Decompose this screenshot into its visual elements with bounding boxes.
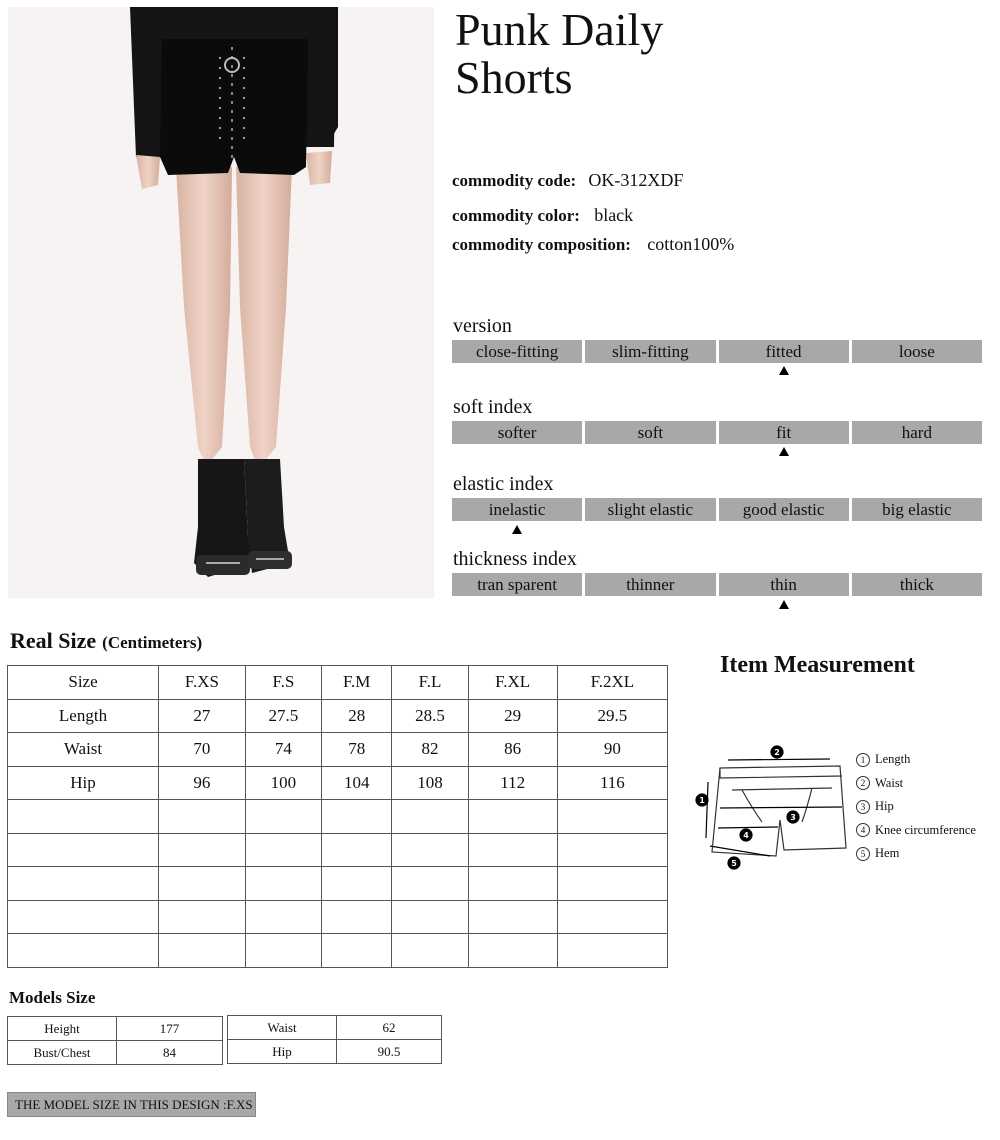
empty-cell — [392, 867, 468, 901]
table-cell: 100 — [245, 766, 321, 800]
model-measure-value: 177 — [117, 1017, 223, 1041]
table-cell: 70 — [159, 733, 246, 767]
measurement-name: Length — [8, 699, 159, 733]
measurement-name: Hip — [8, 766, 159, 800]
version-scale — [452, 340, 982, 363]
legend-number: 4 — [856, 823, 870, 837]
commodity-code — [452, 170, 683, 191]
legend-item — [856, 748, 976, 772]
product-photo — [8, 7, 434, 598]
empty-cell — [245, 800, 321, 834]
empty-cell — [468, 934, 557, 968]
legend-number: 2 — [856, 776, 870, 790]
table-row — [8, 699, 668, 733]
empty-cell — [159, 867, 246, 901]
empty-cell — [8, 867, 159, 901]
model-size-note: THE MODEL SIZE IN THIS DESIGN :F.XS — [7, 1092, 256, 1117]
size-header-cell: F.S — [245, 666, 321, 700]
table-row — [8, 733, 668, 767]
legend-label: Hem — [875, 846, 900, 861]
empty-cell — [321, 900, 391, 934]
commodity-color-label: commodity color: — [452, 206, 580, 225]
table-cell: 27.5 — [245, 699, 321, 733]
item-measurement-title: Item Measurement — [720, 652, 915, 678]
empty-cell — [159, 934, 246, 968]
version-option: loose — [852, 340, 982, 363]
empty-cell — [321, 867, 391, 901]
empty-cell — [159, 800, 246, 834]
empty-row — [8, 800, 668, 834]
commodity-code-value: OK-312XDF — [588, 170, 684, 190]
empty-cell — [468, 833, 557, 867]
soft-index-scale — [452, 421, 982, 444]
empty-row — [8, 934, 668, 968]
thickness-index-option: thick — [852, 573, 982, 596]
commodity-composition-value: cotton100% — [647, 234, 735, 254]
legend-label: Waist — [875, 775, 904, 790]
svg-text:1: 1 — [699, 796, 705, 805]
legend-item — [856, 772, 976, 796]
empty-cell — [245, 833, 321, 867]
empty-cell — [468, 800, 557, 834]
empty-cell — [321, 833, 391, 867]
table-row — [8, 1041, 223, 1065]
empty-cell — [8, 900, 159, 934]
empty-cell — [245, 867, 321, 901]
table-cell: 90 — [557, 733, 667, 767]
real-size-unit: (Centimeters) — [102, 633, 203, 652]
models-size-title: Models Size — [9, 988, 96, 1007]
table-cell: 96 — [159, 766, 246, 800]
empty-row — [8, 867, 668, 901]
table-row — [228, 1040, 442, 1064]
shorts-measurement-diagram — [692, 738, 852, 873]
legend-number: 1 — [856, 753, 870, 767]
table-cell: 28.5 — [392, 699, 468, 733]
legend-number: 3 — [856, 800, 870, 814]
commodity-composition — [452, 234, 734, 255]
real-size-heading — [10, 628, 202, 654]
empty-cell — [557, 800, 667, 834]
elastic-index-label: elastic index — [453, 473, 554, 495]
thickness-index-selected-marker — [779, 600, 789, 609]
empty-cell — [468, 900, 557, 934]
model-measure-value: 90.5 — [337, 1040, 442, 1064]
empty-cell — [392, 833, 468, 867]
version-option: slim-fitting — [585, 340, 715, 363]
svg-text:2: 2 — [774, 748, 780, 757]
elastic-index-selected-marker — [512, 525, 522, 534]
empty-cell — [557, 900, 667, 934]
size-header-cell: Size — [8, 666, 159, 700]
size-table-header-row — [8, 666, 668, 700]
model-measure-value: 84 — [117, 1041, 223, 1065]
thickness-index-scale — [452, 573, 982, 596]
size-header-cell: F.XS — [159, 666, 246, 700]
table-cell: 108 — [392, 766, 468, 800]
table-cell: 28 — [321, 699, 391, 733]
models-size-table-right — [227, 1015, 442, 1064]
thickness-index-option: thinner — [585, 573, 715, 596]
empty-cell — [8, 934, 159, 968]
empty-cell — [321, 934, 391, 968]
elastic-index-option: good elastic — [719, 498, 849, 521]
empty-cell — [557, 934, 667, 968]
table-cell: 116 — [557, 766, 667, 800]
svg-text:4: 4 — [743, 831, 749, 840]
svg-text:3: 3 — [790, 813, 796, 822]
soft-index-option: soft — [585, 421, 715, 444]
legend-item — [856, 795, 976, 819]
soft-index-label: soft index — [453, 396, 533, 418]
soft-index-option: fit — [719, 421, 849, 444]
legend-item — [856, 842, 976, 866]
table-cell: 86 — [468, 733, 557, 767]
table-cell: 74 — [245, 733, 321, 767]
model-measure-value: 62 — [337, 1016, 442, 1040]
svg-text:5: 5 — [731, 859, 737, 868]
empty-cell — [321, 800, 391, 834]
table-cell: 104 — [321, 766, 391, 800]
empty-cell — [468, 867, 557, 901]
version-option: fitted — [719, 340, 849, 363]
legend-label: Hip — [875, 799, 894, 814]
commodity-code-label: commodity code: — [452, 171, 577, 190]
elastic-index-option: big elastic — [852, 498, 982, 521]
legend-label: Length — [875, 752, 911, 767]
commodity-color-value: black — [594, 205, 634, 225]
empty-cell — [392, 900, 468, 934]
empty-row — [8, 833, 668, 867]
model-measure-label: Bust/Chest — [8, 1041, 117, 1065]
table-cell: 29 — [468, 699, 557, 733]
empty-cell — [392, 934, 468, 968]
version-label: version — [453, 315, 512, 337]
thickness-index-label: thickness index — [453, 548, 577, 570]
legend-label: Knee circumference — [875, 822, 976, 837]
thickness-index-option: thin — [719, 573, 849, 596]
elastic-index-option: slight elastic — [585, 498, 715, 521]
measurement-name: Waist — [8, 733, 159, 767]
size-header-cell: F.L — [392, 666, 468, 700]
table-row — [8, 766, 668, 800]
product-title: Punk Daily Shorts — [455, 4, 664, 103]
empty-cell — [245, 934, 321, 968]
table-cell: 112 — [468, 766, 557, 800]
size-table — [7, 665, 668, 968]
models-size-table-left — [7, 1016, 223, 1065]
empty-cell — [392, 800, 468, 834]
soft-index-option: softer — [452, 421, 582, 444]
table-cell: 78 — [321, 733, 391, 767]
elastic-index-option: inelastic — [452, 498, 582, 521]
empty-cell — [8, 800, 159, 834]
legend-number: 5 — [856, 847, 870, 861]
size-header-cell: F.M — [321, 666, 391, 700]
size-header-cell: F.2XL — [557, 666, 667, 700]
commodity-composition-label: commodity composition: — [452, 235, 631, 254]
commodity-color — [452, 205, 633, 226]
empty-row — [8, 900, 668, 934]
table-cell: 82 — [392, 733, 468, 767]
table-row — [8, 1017, 223, 1041]
table-row — [228, 1016, 442, 1040]
table-cell: 29.5 — [557, 699, 667, 733]
empty-cell — [8, 833, 159, 867]
empty-cell — [557, 833, 667, 867]
elastic-index-scale — [452, 498, 982, 521]
table-cell: 27 — [159, 699, 246, 733]
thickness-index-option: tran sparent — [452, 573, 582, 596]
empty-cell — [557, 867, 667, 901]
version-option: close-fitting — [452, 340, 582, 363]
model-measure-label: Waist — [228, 1016, 337, 1040]
soft-index-option: hard — [852, 421, 982, 444]
model-measure-label: Hip — [228, 1040, 337, 1064]
model-measure-label: Height — [8, 1017, 117, 1041]
version-selected-marker — [779, 366, 789, 375]
empty-cell — [159, 833, 246, 867]
soft-index-selected-marker — [779, 447, 789, 456]
empty-cell — [245, 900, 321, 934]
size-header-cell: F.XL — [468, 666, 557, 700]
measurement-legend — [856, 748, 976, 866]
real-size-title: Real Size — [10, 628, 97, 653]
legend-item — [856, 819, 976, 843]
empty-cell — [159, 900, 246, 934]
